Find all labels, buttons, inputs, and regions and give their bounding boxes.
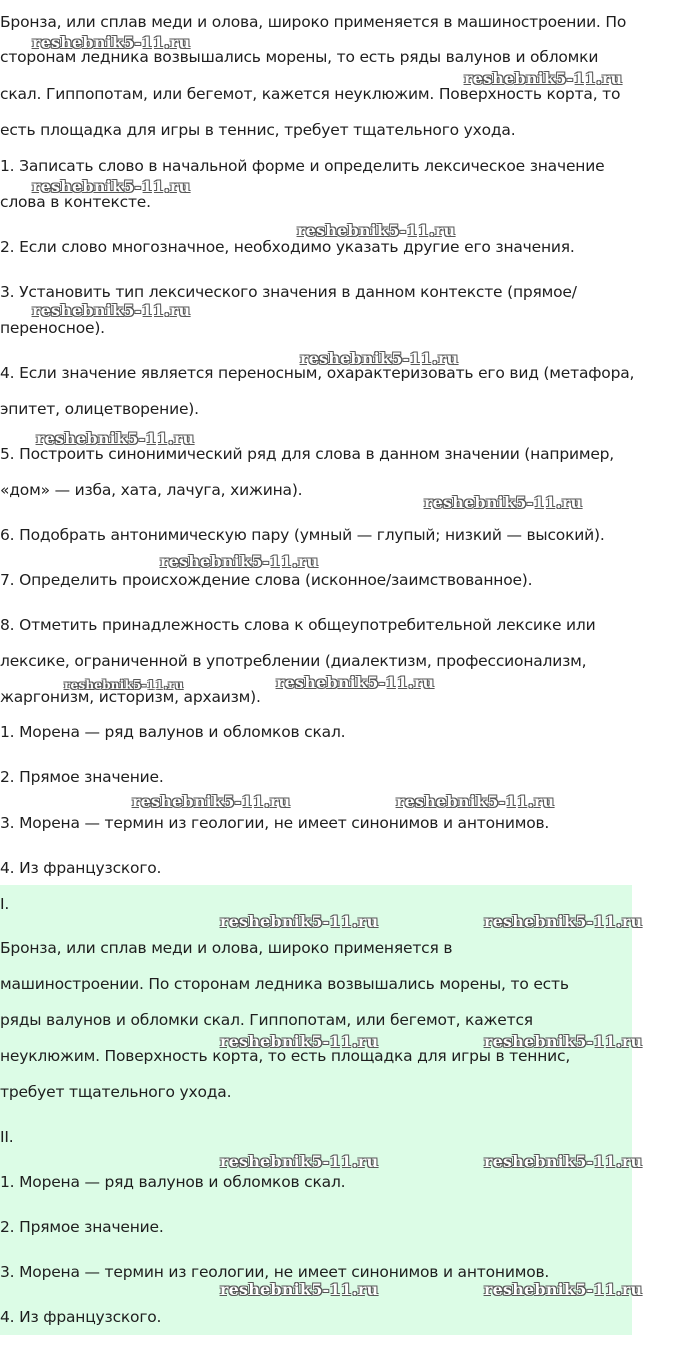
watermark: reshebnik5-11.ru (484, 1280, 643, 1299)
analysis-line: 4. Из французского. (0, 859, 162, 877)
intro-line: сторонам ледника возвышались морены, то есть ряды валунов и обломки (0, 48, 599, 66)
plan-line: «дом» — изба, хата, лачуга, хижина). (0, 481, 303, 499)
watermark: reshebnik5-11.ru (300, 349, 459, 368)
watermark: reshebnik5-11.ru (220, 1152, 379, 1171)
watermark: reshebnik5-11.ru (32, 33, 191, 52)
analysis-line: 3. Морена — термин из геологии, не имеет синонимов и антонимов. (0, 814, 550, 832)
plan-line: 3. Установить тип лексического значения в данном контексте (прямое/ (0, 283, 577, 301)
watermark: reshebnik5-11.ru (32, 177, 191, 196)
watermark: reshebnik5-11.ru (424, 493, 583, 512)
intro-line: есть площадка для игры в теннис, требует тщательного ухода. (0, 121, 516, 139)
answer-line: машиностроении. По сторонам ледника возвышались морены, то есть (0, 975, 569, 993)
watermark: reshebnik5-11.ru (36, 429, 195, 448)
plan-line: эпитет, олицетворение). (0, 400, 199, 418)
watermark: reshebnik5-11.ru (220, 1280, 379, 1299)
watermark: reshebnik5-11.ru (276, 673, 435, 692)
watermark: reshebnik5-11.ru (484, 912, 643, 931)
watermark: reshebnik5-11.ru (220, 912, 379, 931)
watermark: reshebnik5-11.ru (32, 301, 191, 320)
answer-line: 4. Из французского. (0, 1308, 162, 1326)
watermark: reshebnik5-11.ru (64, 678, 184, 692)
watermark: reshebnik5-11.ru (297, 221, 456, 240)
answer-line: требует тщательного ухода. (0, 1083, 232, 1101)
analysis-line: 1. Морена — ряд валунов и обломков скал. (0, 723, 346, 741)
plan-line: 4. Если значение является переносным, охарактеризовать его вид (метафора, (0, 364, 635, 382)
plan-line: 1. Записать слово в начальной форме и определить лексическое значение (0, 157, 605, 175)
answer-line: 1. Морена — ряд валунов и обломков скал. (0, 1173, 346, 1191)
answer-part2-heading: II. (0, 1128, 14, 1146)
plan-line: 8. Отметить принадлежность слова к общеупотребительной лексике или (0, 616, 596, 634)
watermark: reshebnik5-11.ru (464, 69, 623, 88)
answer-line: неуклюжим. Поверхность корта, то есть площадка для игры в теннис, (0, 1047, 571, 1065)
watermark: reshebnik5-11.ru (220, 1032, 379, 1051)
answer-line: 3. Морена — термин из геологии, не имеет синонимов и антонимов. (0, 1263, 550, 1281)
answer-line: 2. Прямое значение. (0, 1218, 164, 1236)
watermark: reshebnik5-11.ru (396, 792, 555, 811)
answer-line: ряды валунов и обломки скал. Гиппопотам, или бегемот, кажется (0, 1011, 533, 1029)
plan-line: лексике, ограниченной в употреблении (диалектизм, профессионализм, (0, 652, 587, 670)
intro-line: Бронза, или сплав меди и олова, широко применяется в машиностроении. По (0, 13, 627, 31)
watermark: reshebnik5-11.ru (484, 1152, 643, 1171)
watermark: reshebnik5-11.ru (132, 792, 291, 811)
plan-line: 5. Построить синонимический ряд для слова в данном значении (например, (0, 445, 615, 463)
plan-line: слова в контексте. (0, 193, 151, 211)
watermark: reshebnik5-11.ru (160, 552, 319, 571)
plan-line: переносное). (0, 319, 105, 337)
plan-line: жаргонизм, историзм, архаизм). (0, 688, 261, 706)
plan-line: 6. Подобрать антонимическую пару (умный — глупый; низкий — высокий). (0, 526, 605, 544)
answer-part1-heading: I. (0, 895, 10, 913)
answer-line: Бронза, или сплав меди и олова, широко применяется в (0, 939, 453, 957)
plan-line: 7. Определить происхождение слова (исконное/заимствованное). (0, 571, 533, 589)
analysis-line: 2. Прямое значение. (0, 768, 164, 786)
intro-line: скал. Гиппопотам, или бегемот, кажется неуклюжим. Поверхность корта, то (0, 85, 621, 103)
plan-line: 2. Если слово многозначное, необходимо указать другие его значения. (0, 238, 575, 256)
watermark: reshebnik5-11.ru (484, 1032, 643, 1051)
